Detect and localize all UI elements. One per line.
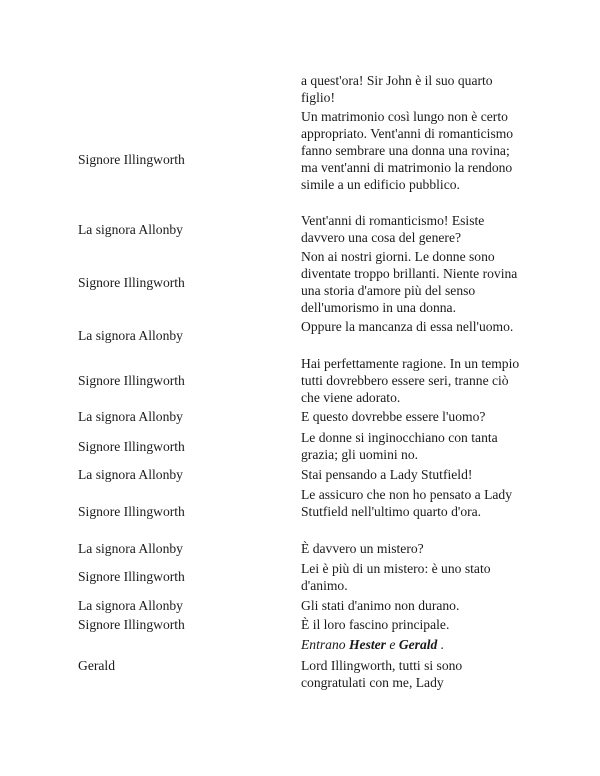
dialogue-line: Gli stati d'animo non durano. (301, 598, 460, 613)
speaker-name: La signora Allonby (78, 541, 183, 556)
dialogue-line: Un matrimonio così lungo non è certo appropriato. Vent'anni di romanticismo fanno sembrare una donna una rovina; ma vent'anni di matrimonio la rendono simile a un edificio pubblico. (301, 109, 514, 192)
continuation-line: a quest'ora! Sir John è il suo quarto figlio! (301, 73, 493, 105)
dialogue-line: Lei è più di un mistero: è uno stato d'animo. (301, 561, 491, 593)
stage-prefix: Entrano (301, 637, 349, 652)
dialogue-line: Stai pensando a Lady Stutfield! (301, 467, 473, 482)
speaker-name: La signora Allonby (78, 598, 183, 613)
speaker-name: Signore Illingworth (78, 152, 185, 167)
dialogue-line: Hai perfettamente ragione. In un tempio tutti dovrebbero essere seri, tranne ciò che viene adorato. (301, 356, 520, 405)
speaker-name: Signore Illingworth (78, 504, 185, 519)
speaker-name: Gerald (78, 658, 115, 673)
dialogue-line: È davvero un mistero? (301, 541, 424, 556)
stage-direction (301, 636, 526, 653)
dialogue-line: È il loro fascino principale. (301, 617, 450, 632)
dialogue-line: E questo dovrebbe essere l'uomo? (301, 409, 486, 424)
dialogue-line: Oppure la mancanza di essa nell'uomo. (301, 319, 514, 334)
speaker-name: La signora Allonby (78, 467, 183, 482)
speaker-name: Signore Illingworth (78, 569, 185, 584)
dialogue-line: Non ai nostri giorni. Le donne sono diventate troppo brillanti. Niente rovina una storia d'amore più del senso dell'umorismo in una donna. (301, 249, 518, 315)
speaker-name: Signore Illingworth (78, 275, 185, 290)
speaker-name: La signora Allonby (78, 222, 183, 237)
character-name-gerald: Gerald (398, 637, 438, 652)
stage-suffix: . (437, 637, 445, 652)
stage-conjunction: e (385, 637, 399, 652)
character-name-hester: Hester (348, 637, 386, 652)
dialogue-line: Le donne si inginocchiano con tanta grazia; gli uomini no. (301, 430, 498, 462)
speaker-name: Signore Illingworth (78, 617, 185, 632)
speaker-name: La signora Allonby (78, 328, 183, 343)
speaker-name: Signore Illingworth (78, 439, 185, 454)
dialogue-line: Lord Illingworth, tutti si sono congratulati con me, Lady (301, 658, 463, 690)
dialogue-line: Le assicuro che non ho pensato a Lady Stutfield nell'ultimo quarto d'ora. (301, 487, 513, 519)
speaker-name: La signora Allonby (78, 409, 183, 424)
speaker-name: Signore Illingworth (78, 373, 185, 388)
dialogue-line: Vent'anni di romanticismo! Esiste davvero una cosa del genere? (301, 213, 485, 245)
